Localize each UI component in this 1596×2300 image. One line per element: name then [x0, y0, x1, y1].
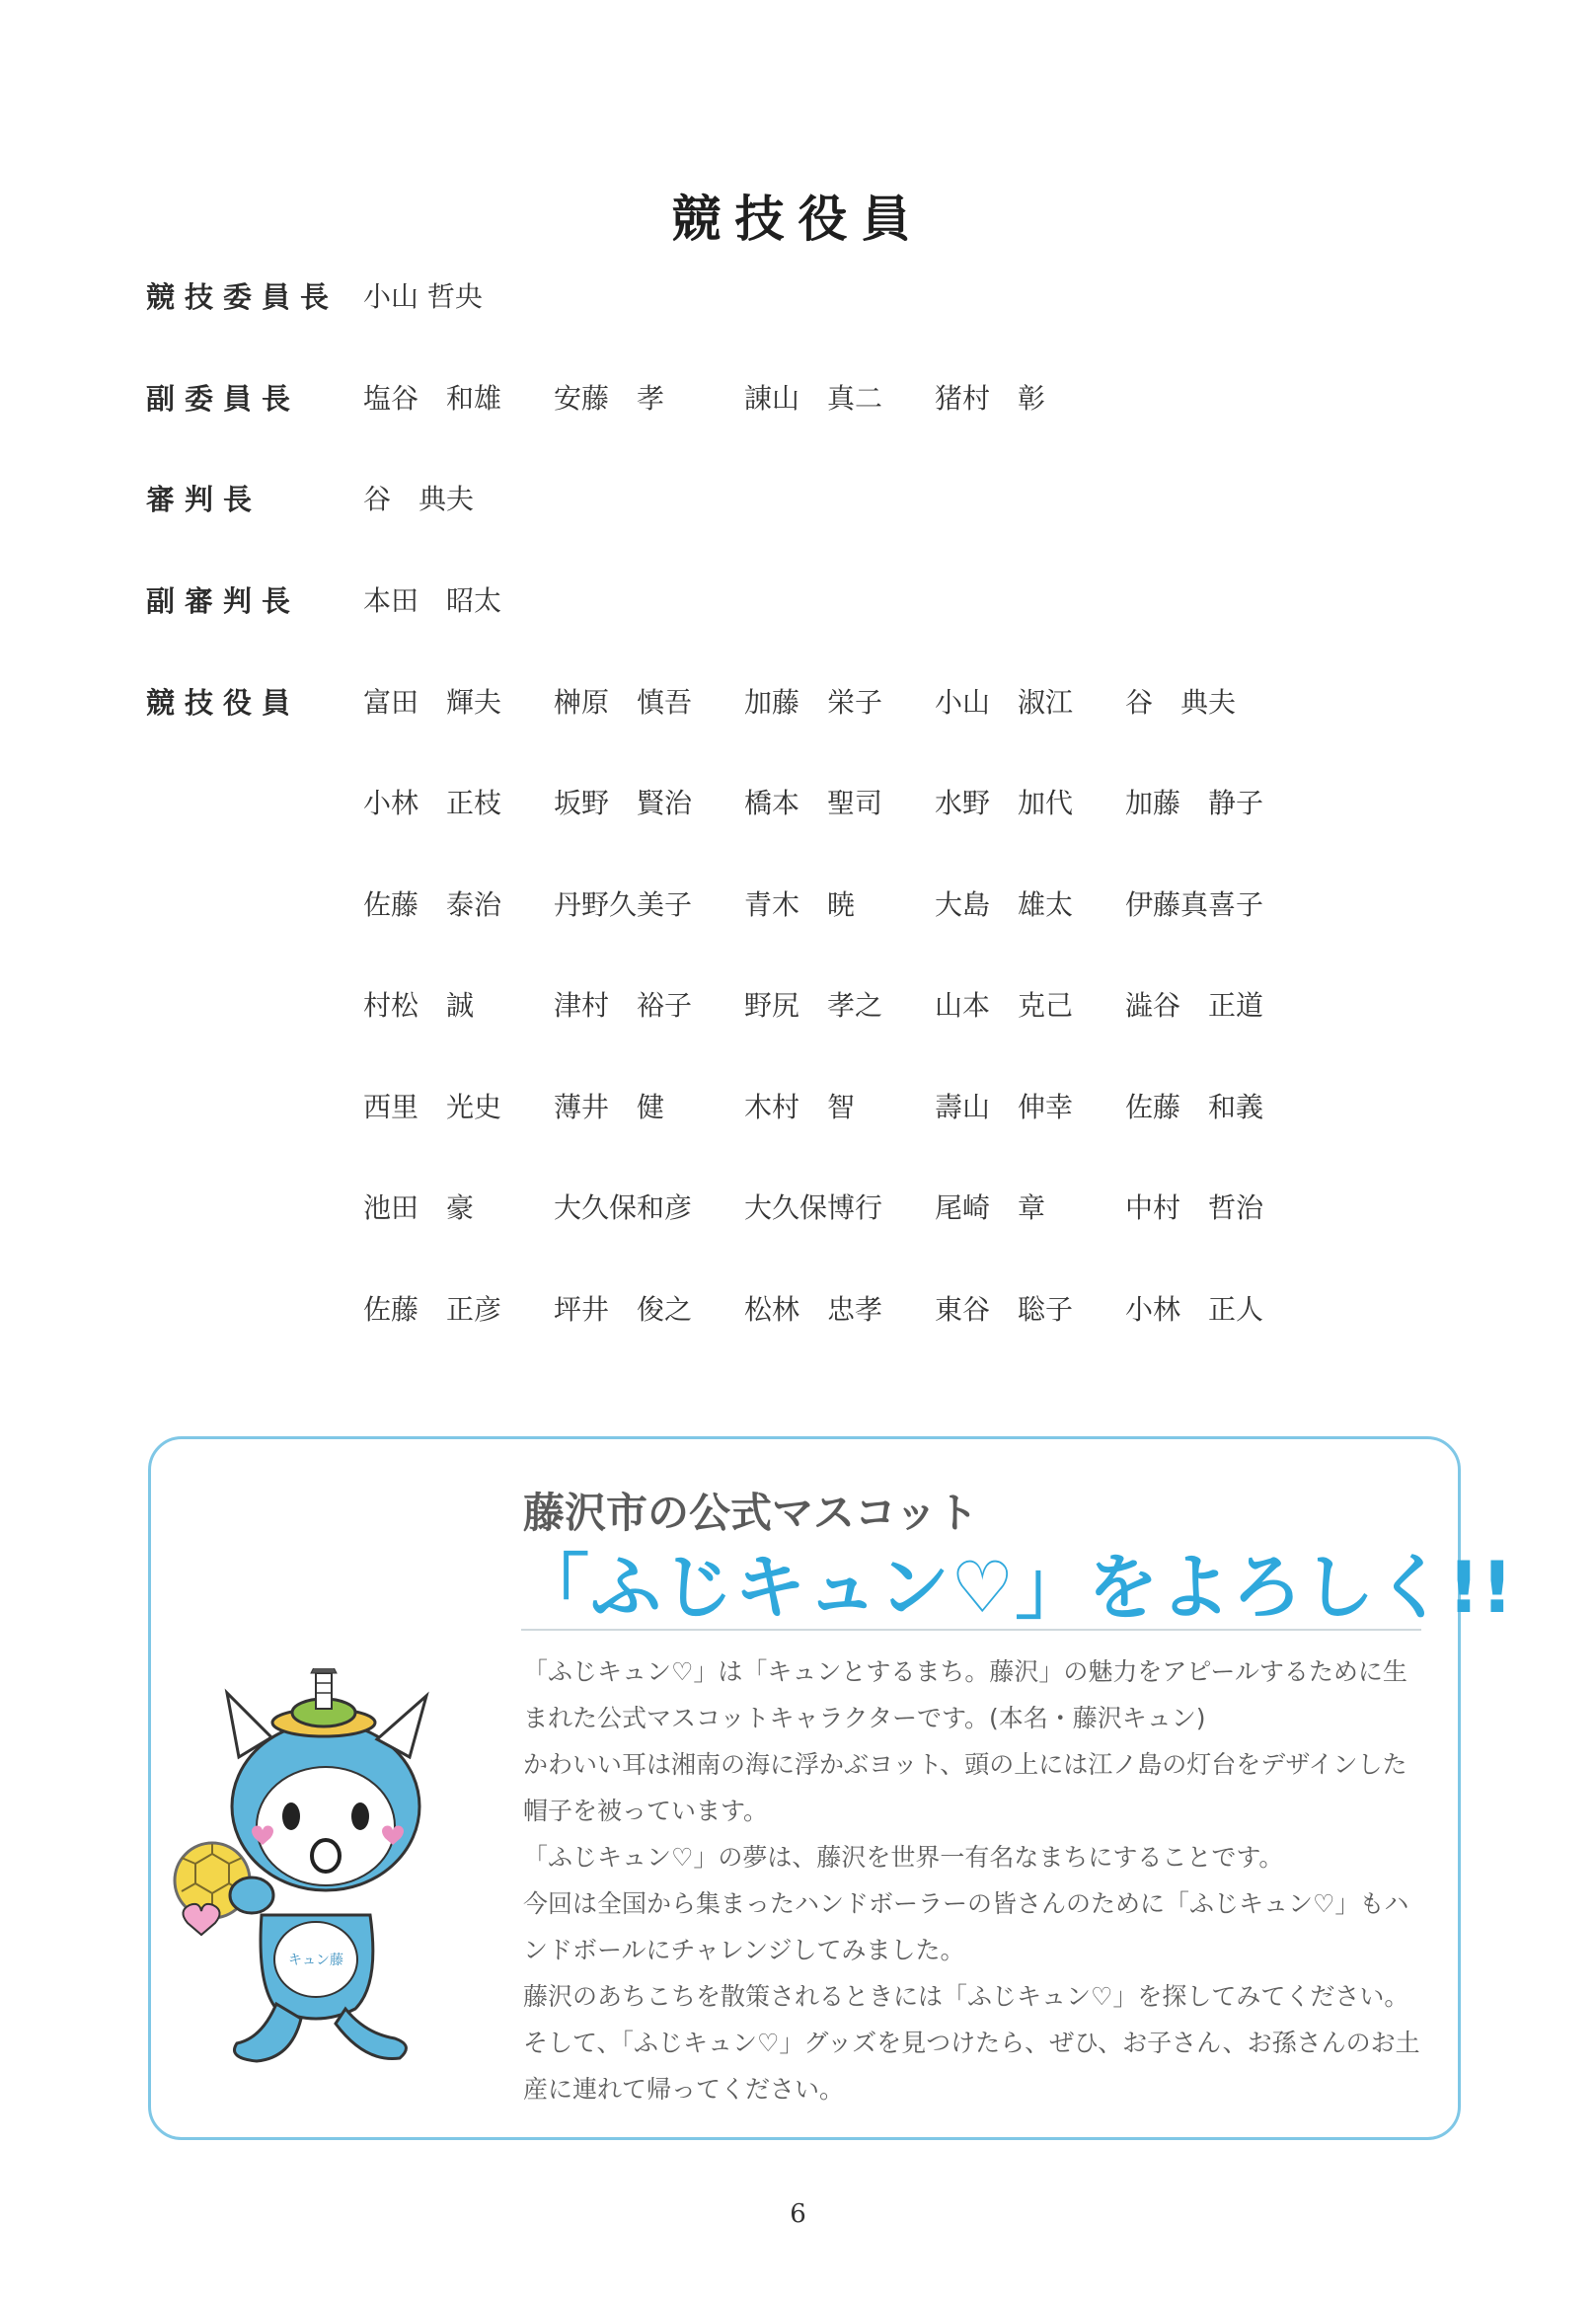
official-name: 松林 忠孝: [744, 1293, 883, 1326]
official-name: 東谷 聡子: [935, 1293, 1074, 1326]
official-name: 池田 豪: [363, 1191, 475, 1224]
mascot-paragraph: 「ふじキュン♡」は「キュンとするまち。藤沢」の魅力をアピールするために生まれた公式マスコットキャラクターです。(本名・藤沢キュン): [523, 1657, 1407, 1732]
official-name: 薄井 健: [554, 1091, 665, 1123]
official-name: 榊原 慎吾: [554, 686, 693, 719]
mascot-paragraph: 藤沢のあちこちを散策されるときには「ふじキュン♡」を探してみてください。そして、「ふじキュン♡」グッズを見つけたら、ぜひ、お子さん、お孫さんのお土産に連れて帰ってください。: [523, 1982, 1420, 2104]
official-name: 青木 暁: [744, 888, 856, 921]
mascot-paragraph: 今回は全国から集まったハンドボーラーの皆さんのために「ふじキュン♡」もハンドボールにチャレンジしてみました。: [523, 1889, 1409, 1964]
official-name: 富田 輝夫: [363, 686, 502, 719]
official-name: 小林 正枝: [363, 787, 502, 819]
official-row: [146, 780, 1316, 823]
role-label: 競技役員: [146, 685, 301, 720]
official-name: 大島 雄太: [935, 888, 1074, 921]
official-name: 加藤 静子: [1125, 787, 1264, 819]
official-name: 丹野久美子: [554, 888, 693, 921]
mascot-headline: 「ふじキュン♡」をよろしく!!: [518, 1546, 1515, 1629]
official-name: 諌山 真二: [744, 382, 883, 415]
official-name: 本田 昭太: [363, 584, 502, 617]
official-name: 橋本 聖司: [744, 787, 883, 819]
official-name: 大久保博行: [744, 1191, 883, 1224]
official-row: [146, 1185, 1316, 1228]
official-name: 小林 正人: [1125, 1293, 1264, 1326]
official-name: 加藤 栄子: [744, 686, 883, 719]
page-title: 競技役員: [671, 190, 925, 248]
role-label: 副委員長: [146, 381, 301, 416]
official-name: 尾崎 章: [935, 1191, 1046, 1224]
official-name: 大久保和彦: [554, 1191, 693, 1224]
page-number: 6: [790, 2199, 806, 2229]
official-name: 坪井 俊之: [554, 1293, 693, 1326]
fujikyun-mascot-illustration: [168, 1668, 484, 2063]
official-name: 山本 克己: [935, 989, 1074, 1022]
official-name: 津村 裕子: [554, 989, 693, 1022]
official-name: 村松 誠: [363, 989, 475, 1022]
official-name: 木村 智: [744, 1091, 856, 1123]
official-name: 水野 加代: [935, 787, 1074, 819]
official-row: [146, 679, 1316, 723]
official-name: 澁谷 正道: [1125, 989, 1264, 1022]
role-label: 副審判長: [146, 583, 301, 618]
mascot-badge-text: キュン藤: [288, 1953, 343, 1968]
official-name: 小山 哲央: [363, 280, 483, 313]
role-label: 競技委員長: [146, 279, 340, 314]
role-label: 審判長: [146, 482, 263, 516]
official-name: 佐藤 泰治: [363, 888, 502, 921]
official-name: 猪村 彰: [935, 382, 1046, 415]
official-row: [146, 1286, 1316, 1330]
official-row: [146, 476, 554, 519]
official-name: 伊藤真喜子: [1125, 888, 1264, 921]
official-name: 野尻 孝之: [744, 989, 883, 1022]
official-row: [146, 273, 554, 317]
official-row: [146, 1084, 1316, 1127]
mascot-subtitle: 藤沢市の公式マスコット: [523, 1489, 979, 1537]
official-name: 西里 光史: [363, 1091, 502, 1123]
official-row: [146, 577, 554, 621]
official-name: 壽山 伸幸: [935, 1091, 1074, 1123]
mascot-paragraph: かわいい耳は湘南の海に浮かぶヨット、頭の上には江ノ島の灯台をデザインした帽子を被っています。: [523, 1750, 1407, 1825]
official-row: [146, 375, 1125, 419]
official-name: 坂野 賢治: [554, 787, 693, 819]
mascot-description: [523, 1648, 1426, 2112]
official-name: 佐藤 正彦: [363, 1293, 502, 1326]
official-name: 佐藤 和義: [1125, 1091, 1264, 1123]
official-name: 小山 淑江: [935, 686, 1074, 719]
official-name: 安藤 孝: [554, 382, 665, 415]
official-name: 谷 典夫: [363, 483, 475, 515]
official-row: [146, 982, 1316, 1026]
official-row: [146, 882, 1316, 925]
official-name: 中村 哲治: [1125, 1191, 1264, 1224]
official-name: 塩谷 和雄: [363, 382, 502, 415]
divider: [521, 1629, 1421, 1631]
official-name: 谷 典夫: [1125, 686, 1237, 719]
mascot-paragraph: 「ふじキュン♡」の夢は、藤沢を世界一有名なまちにすることです。: [523, 1843, 1284, 1872]
